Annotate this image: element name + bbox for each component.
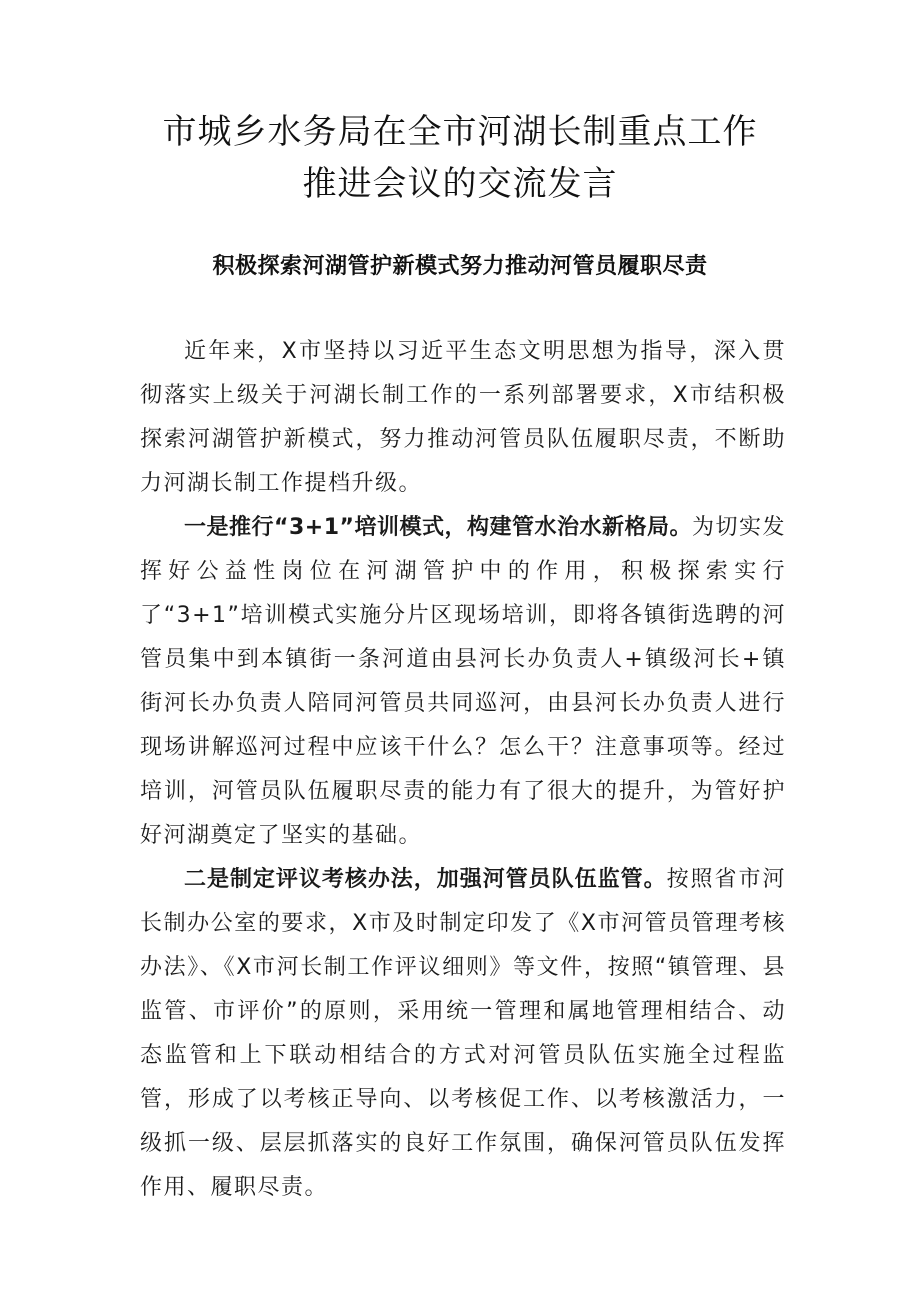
title-line-2: 推进会议的交流发言 <box>302 164 618 204</box>
title-line-1: 市城乡水务局在全市河湖长制重点工作 <box>162 112 758 152</box>
paragraph-point-1 <box>140 506 786 858</box>
document-body <box>140 330 786 1210</box>
paragraph-text: 为切实发挥好公益性岗位在河湖管护中的作用，积极探索实行了“3+1”培训模式实施分片区现场培训，即将各镇街选聘的河管员集中到本镇街一条河道由县河长办负责人+镇级河长+镇街河长办负责人陪同河管员共同巡河，由县河长办负责人进行现场讲解巡河过程中应该干什么？怎么干？注意事项等。经过培训，河管员队伍履职尽责的能力有了很大的提升，为管好护好河湖奠定了坚实的基础。 <box>140 515 786 848</box>
paragraph-intro <box>140 330 786 506</box>
document-title <box>0 106 920 210</box>
paragraph-point-2 <box>140 858 786 1210</box>
document-subtitle: 积极探索河湖管护新模式努力推动河管员履职尽责 <box>212 254 708 279</box>
paragraph-text: 近年来，X市坚持以习近平生态文明思想为指导，深入贯彻落实上级关于河湖长制工作的一系列部署要求，X市结积极探索河湖管护新模式，努力推动河管员队伍履职尽责，不断助力河湖长制工作提档升级。 <box>140 339 786 496</box>
paragraph-lead: 一是推行“3+1”培训模式，构建管水治水新格局。 <box>184 515 692 540</box>
paragraph-lead: 二是制定评议考核办法，加强河管员队伍监管。 <box>184 867 667 892</box>
paragraph-text: 按照省市河长制办公室的要求，X市及时制定印发了《X市河管员管理考核办法》、《X市河长制工作评议细则》等文件，按照“镇管理、县监管、市评价”的原则，采用统一管理和属地管理相结合、动态监管和上下联动相结合的方式对河管员队伍实施全过程监管，形成了以考核正导向、以考核促工作、以考核激活力，一级抓一级、层层抓落实的良好工作氛围，确保河管员队伍发挥作用、履职尽责。 <box>140 867 786 1200</box>
